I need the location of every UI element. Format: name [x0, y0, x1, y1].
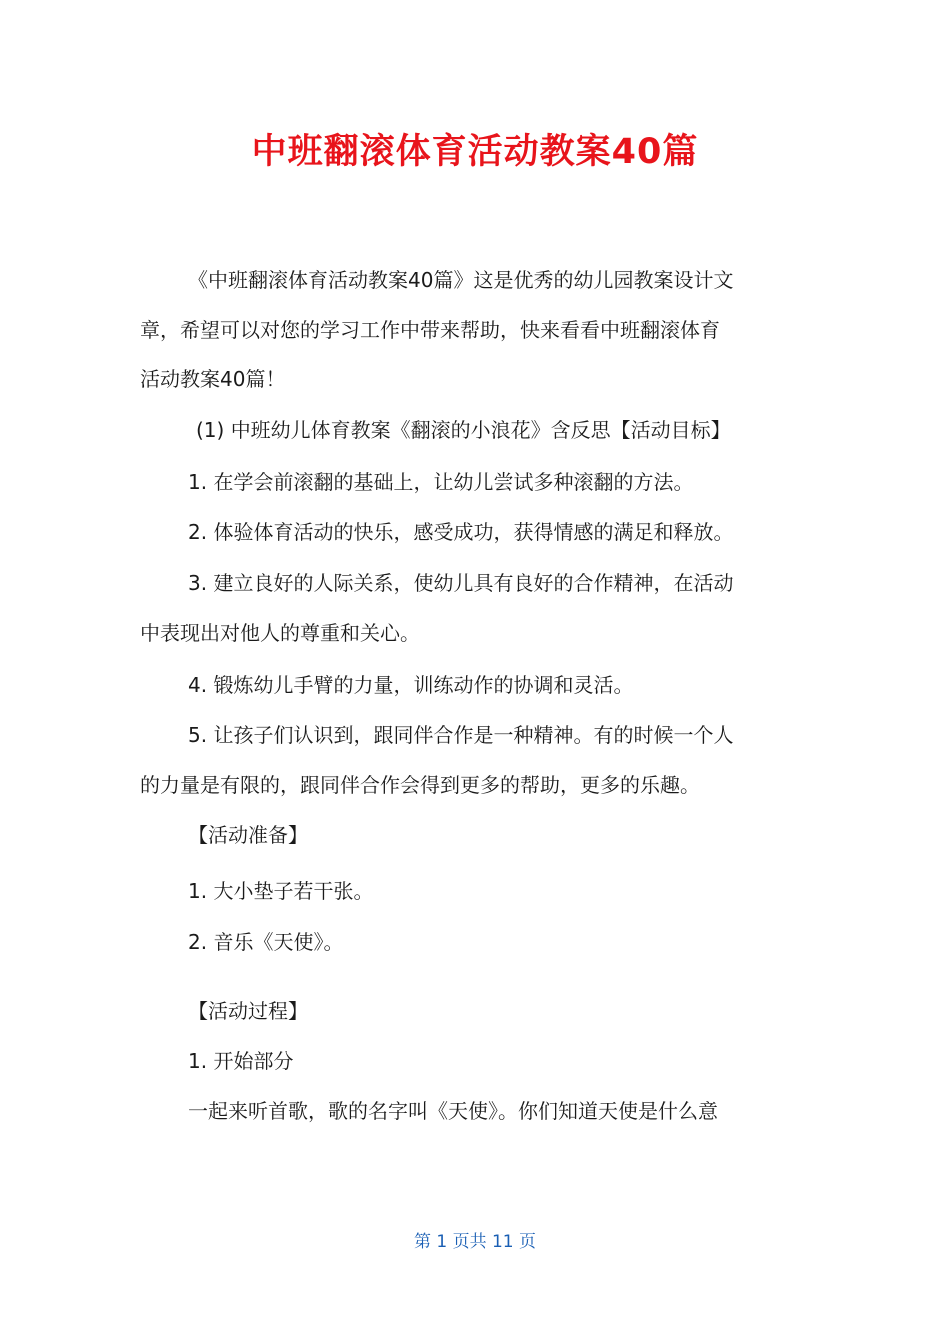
process-paragraph-line: 一起来听首歌，歌的名字叫《天使》。你们知道天使是什么意	[188, 1099, 718, 1123]
goal-item-5-line-1: 5. 让孩子们认识到，跟同伴合作是一种精神。有的时候一个人	[188, 723, 734, 747]
process-heading: 【活动过程】	[188, 999, 308, 1023]
page-footer: 第 1 页共 11 页	[413, 1232, 537, 1252]
preparation-heading: 【活动准备】	[188, 823, 308, 847]
goal-item-2: 2. 体验体育活动的快乐，感受成功，获得情感的满足和释放。	[188, 520, 734, 544]
goal-item-1: 1. 在学会前滚翻的基础上，让幼儿尝试多种滚翻的方法。	[188, 470, 694, 494]
goal-item-4: 4. 锻炼幼儿手臂的力量，训练动作的协调和灵活。	[188, 673, 634, 697]
preparation-item-1: 1. 大小垫子若干张。	[188, 879, 374, 903]
preparation-item-2: 2. 音乐《天使》。	[188, 930, 344, 954]
intro-line-3: 活动教案40篇！	[140, 367, 286, 391]
section-heading-line: (1) 中班幼儿体育教案《翻滚的小浪花》含反思【活动目标】	[196, 418, 731, 442]
goal-item-3-line-2: 中表现出对他人的尊重和关心。	[140, 621, 420, 645]
document-title: 中班翻滚体育活动教案40篇	[251, 132, 699, 172]
intro-line-2: 章，希望可以对您的学习工作中带来帮助，快来看看中班翻滚体育	[140, 318, 720, 342]
goal-item-3-line-1: 3. 建立良好的人际关系，使幼儿具有良好的合作精神，在活动	[188, 571, 734, 595]
process-item-1: 1. 开始部分	[188, 1049, 294, 1073]
intro-line-1: 《中班翻滚体育活动教案40篇》这是优秀的幼儿园教案设计文	[188, 268, 734, 292]
goal-item-5-line-2: 的力量是有限的，跟同伴合作会得到更多的帮助，更多的乐趣。	[140, 773, 700, 797]
